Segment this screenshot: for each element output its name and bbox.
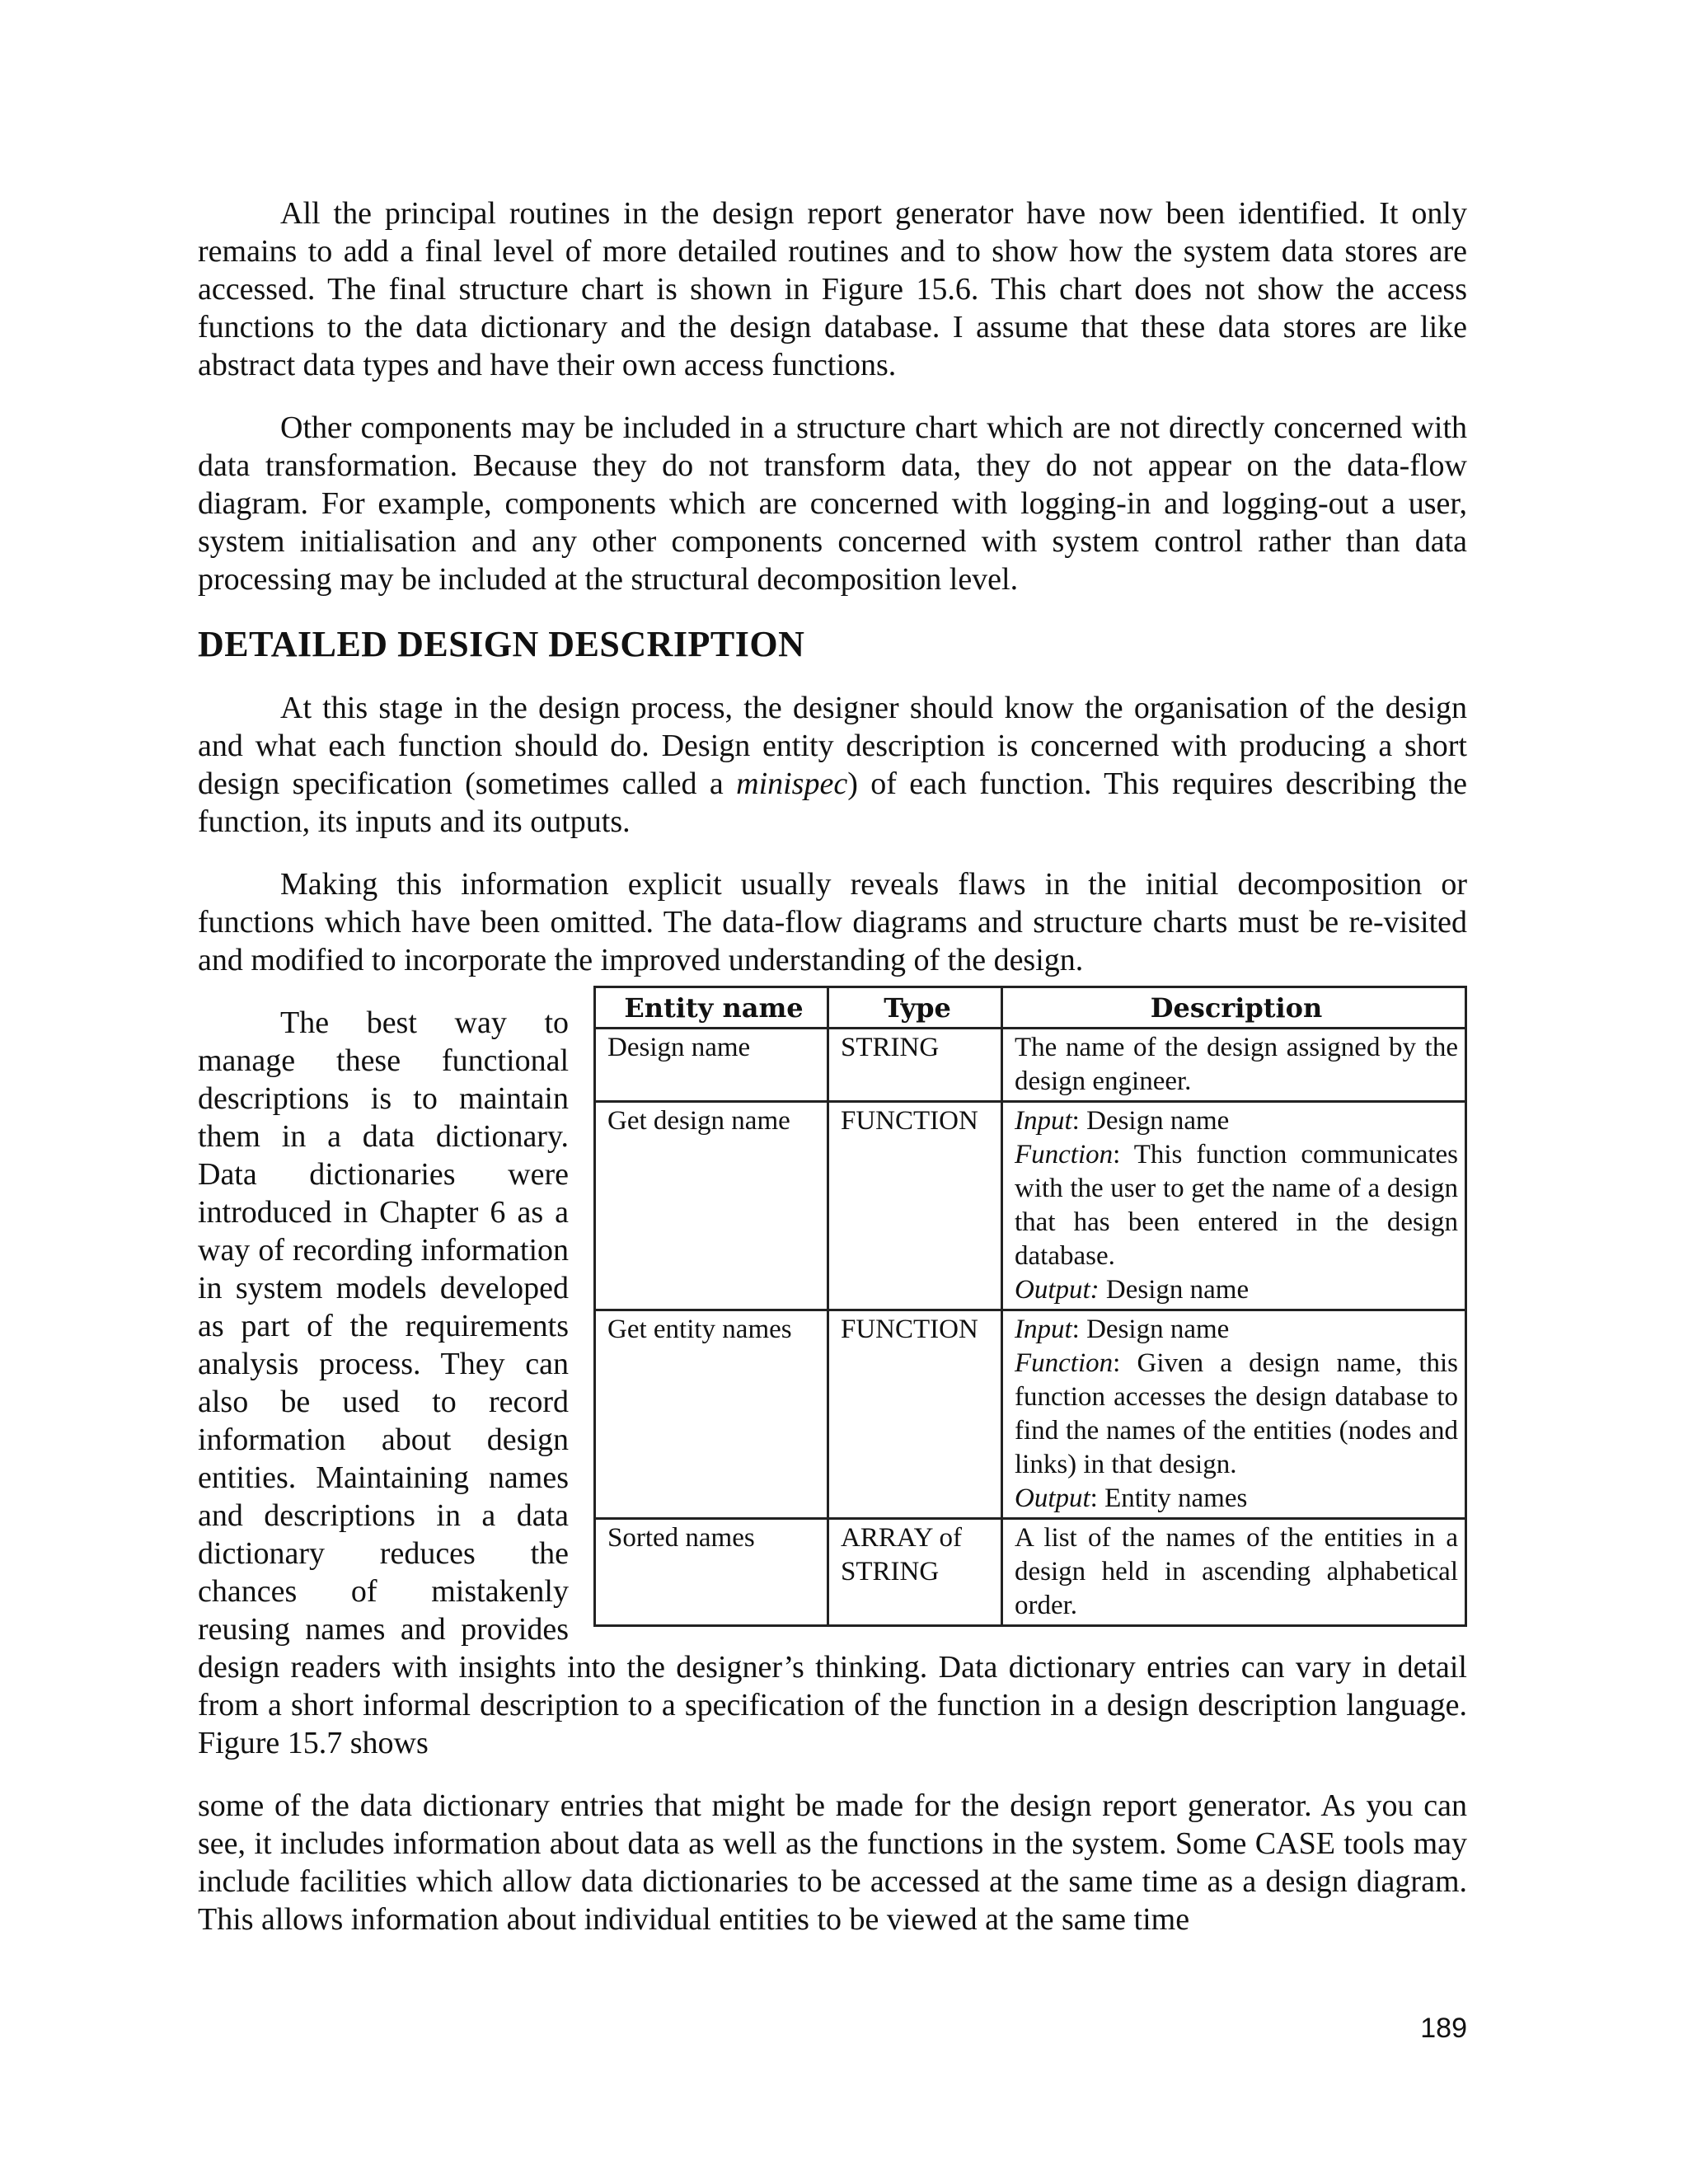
cell-entity-name: Get entity names — [595, 1310, 828, 1519]
function-label: Function — [1015, 1348, 1114, 1378]
minispec-term: minispec — [736, 766, 848, 801]
input-value: : Design name — [1071, 1315, 1230, 1344]
function-line — [1015, 1138, 1458, 1273]
paragraph-design-stage — [198, 689, 1467, 841]
document-page — [198, 194, 1467, 1938]
table-row — [595, 1102, 1466, 1310]
cell-type: FUNCTION — [828, 1310, 1002, 1519]
cell-type: ARRAY of STRING — [828, 1519, 1002, 1626]
cell-type: FUNCTION — [828, 1102, 1002, 1310]
output-line — [1015, 1482, 1458, 1516]
cell-description: The name of the design assigned by the design engineer. — [1002, 1029, 1466, 1102]
paragraph-continuation: some of the data dictionary entries that might be made for the design report generator. As you can see, it includes information about data as well as the functions in the system. Some CASE tools may include facilities which allow data dictionaries to be accessed at the same time as a design diagram. This allows information about individual entities to be viewed at the same time — [198, 1788, 1467, 1937]
input-label: Input — [1015, 1315, 1072, 1344]
cell-description — [1002, 1310, 1466, 1519]
cell-entity-name: Sorted names — [595, 1519, 828, 1626]
paragraph-design-stage-text-2: ) of each function. This requires describing the function, its inputs and its outputs. — [198, 766, 1468, 839]
function-value: : Given a design name, this function accesses the design database to find the names of the entities (nodes and links) in that design. — [1015, 1348, 1458, 1479]
function-line — [1015, 1347, 1458, 1482]
data-dictionary-table — [593, 986, 1467, 1627]
header-type: Type — [828, 987, 1002, 1029]
cell-description: A list of the names of the entities in a design held in ascending alphabetical order. — [1002, 1519, 1466, 1626]
input-line — [1015, 1104, 1458, 1138]
cell-description — [1002, 1102, 1466, 1310]
section-heading: DETAILED DESIGN DESCRIPTION — [198, 624, 805, 664]
paragraph-routines: All the principal routines in the design report generator have now been identified. It only remains to add a final level of more detailed routines and to show how the system data stores are accessed. The final structure chart is shown in Figure 15.6. This chart does not show the access functions to the data dictionary and the design database. I assume that these data stores are like abstract data types and have their own access functions. — [198, 196, 1467, 382]
table-row — [595, 1029, 1466, 1102]
table-row — [595, 1310, 1466, 1519]
paragraph-other-components: Other components may be included in a structure chart which are not directly concerned with data transformation. Because they do not transform data, they do not appear on the data-flow diagram. For example, components which are concerned with logging-in and logging-out a user, system initialisation and any other components concerned with system control rather than data processing may be included at the structural decomposition level. — [198, 410, 1467, 597]
paragraph-explicit-info: Making this information explicit usually reveals flaws in the initial decomposition or functions which have been omitted. The data-flow diagrams and structure charts must be re-visited and modified to incorporate the improved understanding of the design. — [198, 867, 1467, 977]
input-line — [1015, 1313, 1458, 1347]
function-value: : This function communicates with the user to get the name of a design that has been entered in the design database. — [1015, 1140, 1458, 1271]
output-line — [1015, 1273, 1458, 1307]
paragraph-wrapped — [198, 865, 1467, 979]
output-label: Output: — [1015, 1275, 1100, 1305]
function-label: Function — [1015, 1140, 1114, 1169]
output-label: Output — [1015, 1483, 1090, 1513]
paragraph-design-stage-text-1: At this stage in the design process, the designer should know the organisation of the design and what each function should do. Design entity description is concerned with producing a short design specification (sometimes called a — [198, 691, 1467, 801]
paragraph-manage-descriptions: The best way to manage these functional descriptions is to maintain them in a data dictionary. Data dictionaries were introduced in Chapter 6 as a way of recording information in system models developed as part of the requirements analysis process. They can also be used to record information about design entities. Maintaining names and descriptions in a data dictionary reduces the chances of mistakenly reusing names and provides design readers with insights into the designer’s thinking. Data dictionary entries can vary in detail from a short informal description to a specification of the function in a design description language. Figure 15.7 shows — [198, 1005, 1467, 1760]
cell-entity-name: Design name — [595, 1029, 828, 1102]
cell-entity-name: Get design name — [595, 1102, 828, 1310]
page-number: 189 — [1420, 2013, 1467, 2044]
header-entity-name: Entity name — [595, 987, 828, 1029]
table-row — [595, 1519, 1466, 1626]
input-value: : Design name — [1071, 1106, 1230, 1136]
output-value: : Entity names — [1090, 1483, 1248, 1513]
header-description: Description — [1002, 987, 1466, 1029]
cell-type: STRING — [828, 1029, 1002, 1102]
table-header-row — [595, 987, 1466, 1029]
input-label: Input — [1015, 1106, 1072, 1136]
output-value: Design name — [1099, 1275, 1250, 1305]
